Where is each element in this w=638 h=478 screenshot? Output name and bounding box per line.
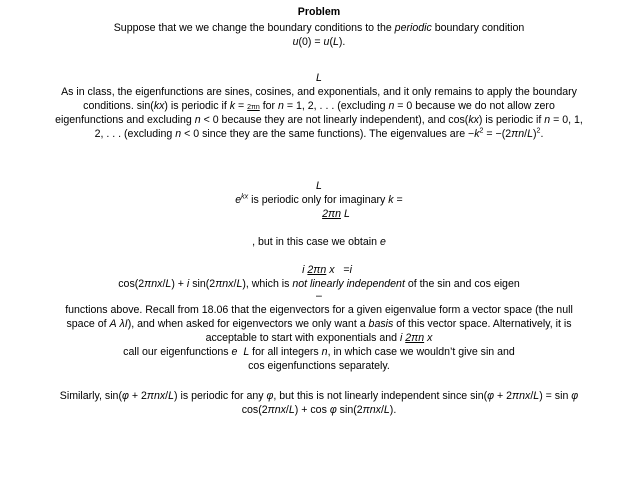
para2-line-5: cos eigenfunctions separately. xyxy=(248,360,390,372)
para3-line-1: Similarly, sin(φ + 2πnx/L) is periodic for any φ, but this is not linearly independent since sin(φ + 2πnx/L) = sin φ xyxy=(59,390,579,402)
para3-line-2: cos(2πnx/L) + cos φ sin(2πnx/L). xyxy=(241,404,397,416)
dash-mark: – xyxy=(316,290,322,302)
para1-line-3: eigenfunctions and excluding n < 0 because they are not linearly independent), and cos(kx) is periodic if n = 0, 1, xyxy=(55,114,583,126)
stray-symbol-L: L xyxy=(316,72,322,84)
fraction-line: 2πn L xyxy=(322,208,350,220)
boundary-condition: u(0) = u(L). xyxy=(292,36,346,48)
exp-periodic-line: $e^{kx}$ is periodic only for imaginary k = xyxy=(235,193,403,206)
para2-line-3: acceptable to start with exponentials and i 2πn x xyxy=(205,332,433,344)
para2-line-4: call our eigenfunctions e L for all integers n, in which case we wouldn’t give sin and xyxy=(123,346,515,358)
stray-symbol-L-2: L xyxy=(316,180,322,192)
obtain-line: , but in this case we obtain e xyxy=(252,236,386,248)
cos-sin-line: cos(2πnx/L) + i sin(2πnx/L), which is not linearly independent of the sin and cos eigen xyxy=(118,278,520,290)
para1-line-4: 2, . . . (excluding n < 0 since they are the same functions). The eigenvalues are $-k^2 = -(2\pi n/L)^2$. xyxy=(94,127,544,140)
exponent-expression: i 2πn x =i xyxy=(302,264,352,276)
para2-line-1: functions above. Recall from 18.06 that the eigenvectors for a given eigenvalue form a vector space (the null xyxy=(65,304,573,316)
intro-line-1: Suppose that we we change the boundary conditions to the periodic boundary condition xyxy=(113,22,525,34)
problem-heading: Problem xyxy=(297,6,341,18)
para1-line-1: As in class, the eigenfunctions are sines, cosines, and exponentials, and it only remains to apply the boundary xyxy=(61,86,577,98)
para1-line-2: conditions. sin(kx) is periodic if k = 2πn for n = 1, 2, . . . (excluding n = 0 because we do not allow zero xyxy=(83,100,555,112)
para2-line-2: space of A λI), and when asked for eigenvectors we only want a basis of this vector space. Alternatively, it is xyxy=(66,318,572,330)
